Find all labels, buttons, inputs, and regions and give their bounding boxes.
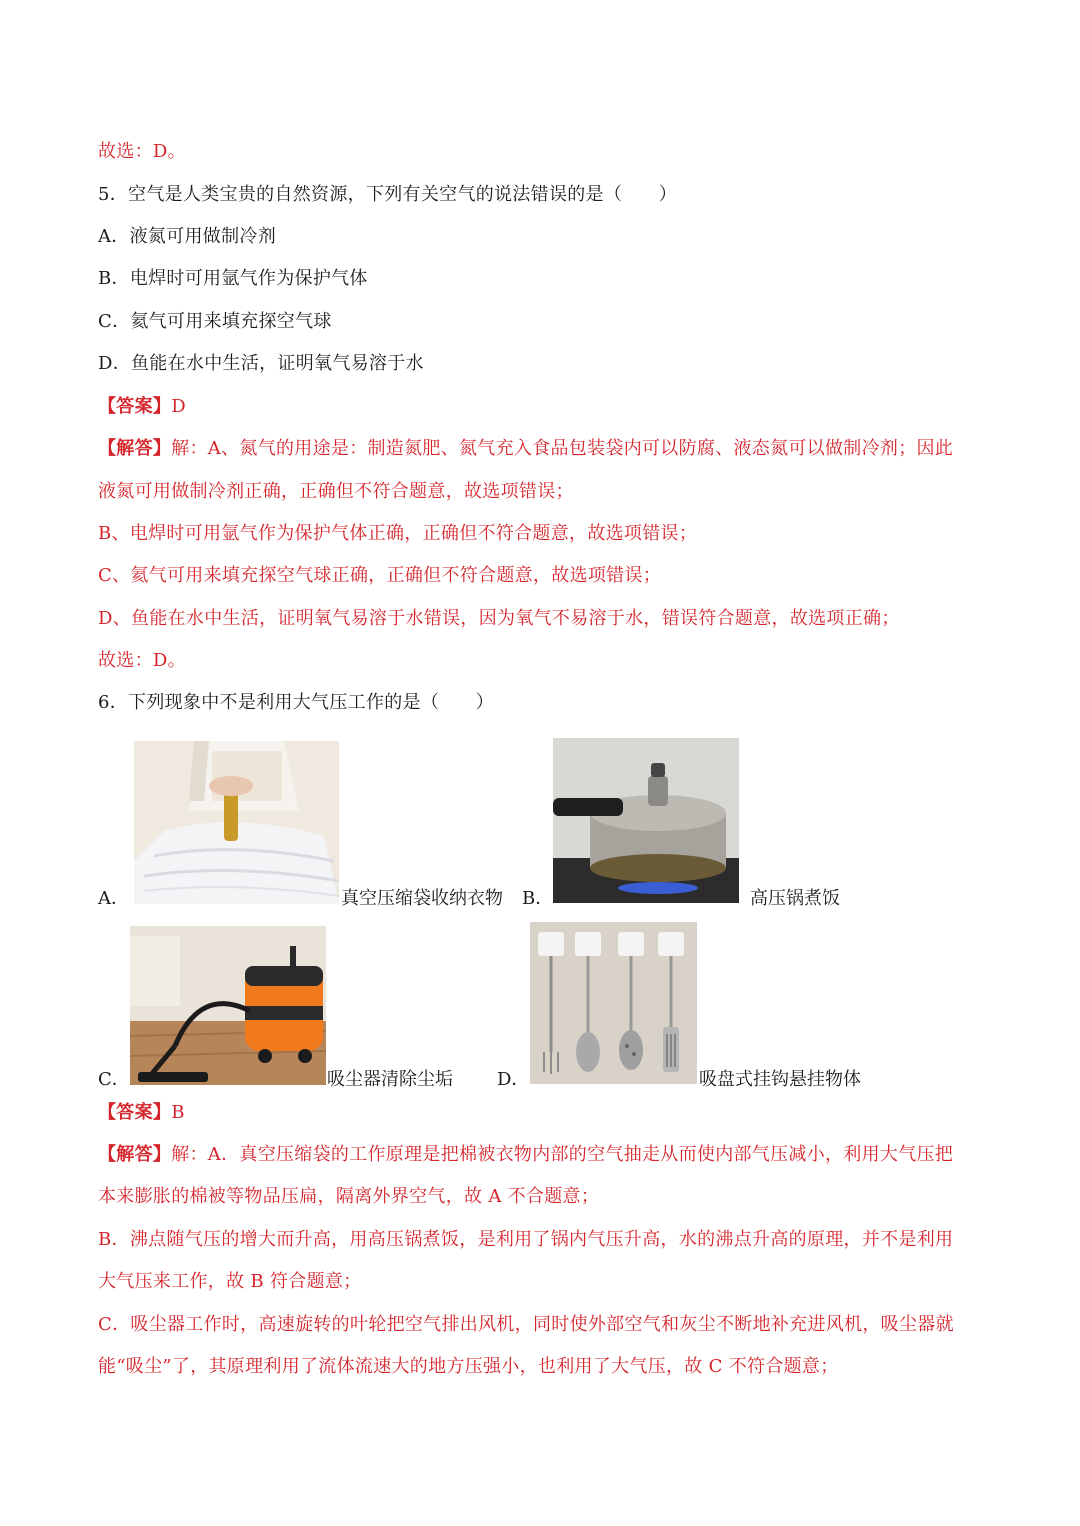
- q5-analysis-line-5: D、鱼能在水中生活，证明氧气易溶于水错误，因为氧气不易溶于水，错误符合题意，故选项正确；: [98, 608, 900, 629]
- q6-option-b-letter: B．: [522, 888, 554, 909]
- q6-analysis-line-4: 大气压来工作，故 B 符合题意；: [98, 1271, 362, 1292]
- q6-option-b-text: 高压锅煮饭: [750, 888, 840, 909]
- q5-option-d: D．鱼能在水中生活，证明氧气易溶于水: [98, 353, 424, 374]
- q6-option-c-text: 吸尘器清除尘垢: [327, 1069, 453, 1090]
- q5-analysis-line-1: [98, 437, 953, 461]
- q4-conclusion: 故选：D。: [98, 141, 186, 162]
- q5-analysis-line-3: B、电焊时可用氩气作为保护气体正确，正确但不符合题意，故选项错误；: [98, 523, 698, 544]
- q6-answer-tag: 【答案】: [98, 1102, 172, 1123]
- q6-analysis-text-1: 解：A．真空压缩袋的工作原理是把棉被衣物内部的空气抽走从而使内部气压减小，利用大气压把: [171, 1144, 954, 1165]
- vacuum-cleaner-photo: [130, 926, 326, 1085]
- q6-analysis-line-5: C．吸尘器工作时，高速旋转的叶轮把空气排出风机，同时使外部空气和灰尘不断地补充进风机，吸尘器就: [98, 1314, 954, 1335]
- suction-hooks-photo: [530, 922, 697, 1084]
- q6-analysis-line-6: 能“吸尘”了，其原理利用了流体流速大的地方压强小，也利用了大气压，故 C 不符合题意；: [98, 1356, 839, 1377]
- q5-answer-line: [98, 395, 186, 419]
- q6-analysis-line-1: [98, 1143, 953, 1167]
- q5-analysis-line-2: 液氮可用做制冷剂正确，正确但不符合题意，故选项错误；: [98, 481, 574, 502]
- q5-stem: 5．空气是人类宝贵的自然资源，下列有关空气的说法错误的是（ ）: [98, 184, 678, 205]
- q6-analysis-line-3: B．沸点随气压的增大而升高，用高压锅煮饭，是利用了锅内气压升高，水的沸点升高的原理，并不是利用: [98, 1229, 954, 1250]
- q6-stem: 6．下列现象中不是利用大气压工作的是（ ）: [98, 692, 495, 713]
- q6-option-a-text: 真空压缩袋收纳衣物: [341, 888, 503, 909]
- q5-conclusion: 故选：D。: [98, 650, 186, 671]
- q6-option-d-text: 吸盘式挂钩悬挂物体: [699, 1069, 861, 1090]
- q6-analysis-line-2: 本来膨胀的棉被等物品压扁，隔离外界空气，故 A 不合题意；: [98, 1186, 600, 1207]
- q6-option-c-letter: C．: [98, 1069, 130, 1090]
- q5-analysis-tag: 【解答】: [98, 438, 172, 459]
- pressure-cooker-photo: [553, 738, 739, 903]
- q5-option-b: B．电焊时可用氩气作为保护气体: [98, 268, 368, 289]
- q6-answer: B: [171, 1102, 185, 1123]
- q6-option-d-letter: D．: [497, 1069, 530, 1090]
- q5-answer-tag: 【答案】: [98, 396, 172, 417]
- q6-answer-line: [98, 1101, 185, 1125]
- q5-answer: D: [171, 396, 186, 417]
- q5-analysis-text-1: 解：A、氮气的用途是：制造氮肥、氮气充入食品包装袋内可以防腐、液态氮可以做制冷剂；因此: [171, 438, 954, 459]
- q5-option-c: C．氦气可用来填充探空气球: [98, 311, 332, 332]
- vacuum-bag-photo: [134, 741, 339, 904]
- q6-analysis-tag: 【解答】: [98, 1144, 172, 1165]
- q6-option-a-letter: A．: [98, 888, 129, 909]
- q5-analysis-line-4: C、氦气可用来填充探空气球正确，正确但不符合题意，故选项错误；: [98, 565, 662, 586]
- q5-option-a: A．液氮可用做制冷剂: [98, 226, 276, 247]
